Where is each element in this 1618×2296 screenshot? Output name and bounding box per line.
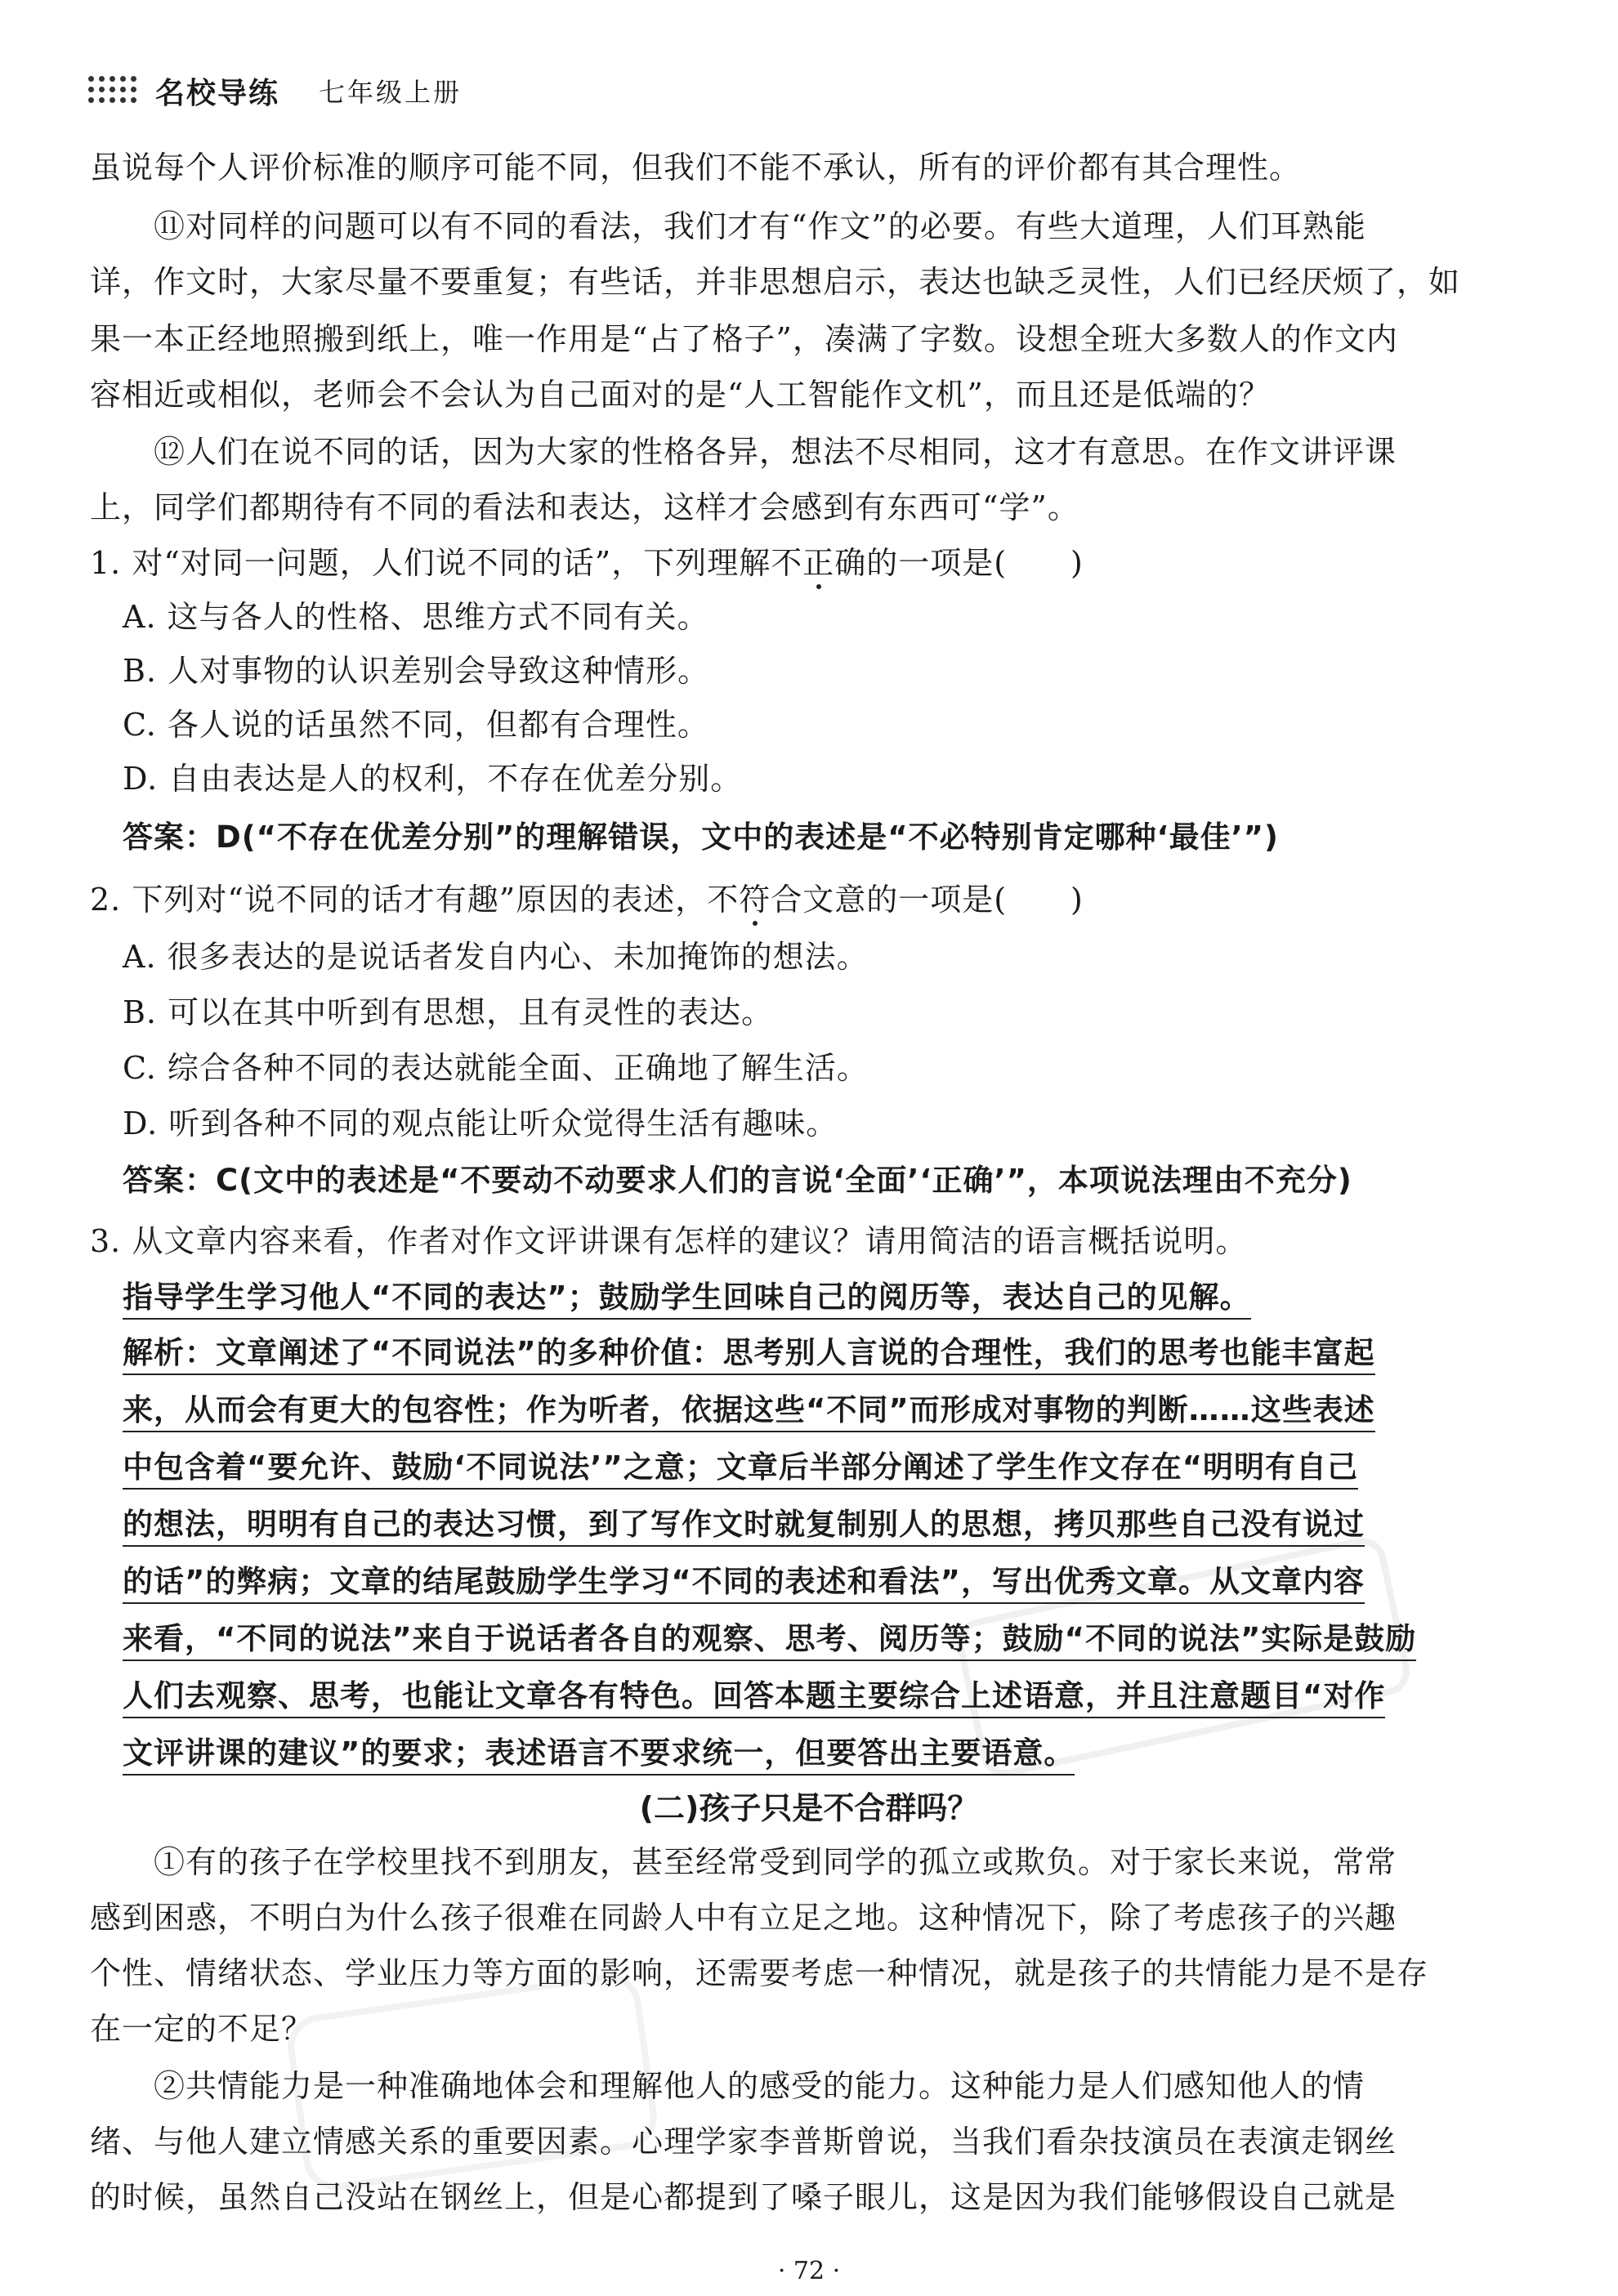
question-1-option-a: A. 这与各人的性格、思维方式不同有关。 [123, 599, 709, 635]
analysis-line: 文评讲课的建议”的要求；表述语言不要求统一，但要答出主要语意。 [123, 1735, 1075, 1776]
question-2-stem: 2. 下列对“说不同的话才有趣”原因的表述，不符合文意的一项是( ) [90, 882, 1084, 918]
passage-line: 果一本正经地照搬到纸上，唯一作用是“占了格子”，凑满了字数。设想全班大多数人的作文内 [90, 321, 1398, 357]
emphasis-text: 不正确 [771, 545, 867, 581]
analysis-line: 人们去观察、思考，也能让文章各有特色。回答本题主要综合上述语意，并且注意题目“对作 [123, 1678, 1385, 1718]
page-header [88, 70, 462, 111]
passage-line: 绪、与他人建立情感关系的重要因素。心理学家李普斯曾说，当我们看杂技演员在表演走钢丝 [90, 2124, 1397, 2160]
brand-title: 名校导练 [155, 76, 280, 110]
analysis-line: 来，从而会有更大的包容性；作为听者，依据这些“不同”而形成对事物的判断……这些表述 [123, 1392, 1375, 1432]
question-1-option-c: C. 各人说的话虽然不同，但都有合理性。 [123, 707, 709, 743]
passage-line: 的时候，虽然自己没站在钢丝上，但是心都提到了嗓子眼儿，这是因为我们能够假设自己就是 [90, 2179, 1397, 2215]
question-1-stem: 1. 对“对同一问题，人们说不同的话”，下列理解不正确的一项是( ) [90, 545, 1084, 581]
dots-logo-icon [88, 76, 139, 105]
passage-line: ⑫人们在说不同的话，因为大家的性格各异，想法不尽相同，这才有意思。在作文讲评课 [154, 434, 1397, 470]
passage-line: 上，同学们都期待有不同的看法和表达，这样才会感到有东西可“学”。 [90, 489, 1079, 525]
passage-line: ②共情能力是一种准确地体会和理解他人的感受的能力。这种能力是人们感知他人的情 [154, 2068, 1365, 2104]
question-2-answer: 答案：C(文中的表述是“不要动不动要求人们的言说‘全面’‘正确’”，本项说法理由不充分) [123, 1163, 1352, 1198]
analysis-line: 的想法，明明有自己的表达习惯，到了写作文时就复制别人的思想，拷贝那些自己没有说过 [123, 1507, 1365, 1547]
analysis-line: 的话”的弊病；文章的结尾鼓励学生学习“不同的表述和看法”，写出优秀文章。从文章内容 [123, 1564, 1365, 1604]
passage-line: ⑪对同样的问题可以有不同的看法，我们才有“作文”的必要。有些大道理，人们耳熟能 [154, 208, 1366, 244]
passage-line: 详，作文时，大家尽量不要重复；有些话，并非思想启示，表达也缺乏灵性，人们已经厌烦了，如 [90, 264, 1461, 300]
question-3-stem: 3. 从文章内容来看，作者对作文评讲课有怎样的建议？请用简洁的语言概括说明。 [90, 1223, 1248, 1259]
question-1-answer: 答案：D(“不存在优差分别”的理解错误，文中的表述是“不必特别肯定哪种‘最佳’”) [123, 820, 1279, 855]
section-title: (二)孩子只是不合群吗？ [639, 1790, 979, 1826]
question-2-option-b: B. 可以在其中听到有思想，且有灵性的表达。 [123, 994, 774, 1030]
question-2-option-d: D. 听到各种不同的观点能让听众觉得生活有趣味。 [123, 1106, 838, 1141]
analysis-line: 来看，“不同的说法”来自于说话者各自的观察、思考、阅历等；鼓励“不同的说法”实际是鼓励 [123, 1621, 1416, 1661]
question-1-option-b: B. 人对事物的认识差别会导致这种情形。 [123, 653, 710, 689]
passage-line: 在一定的不足？ [90, 2011, 314, 2047]
question-2-option-c: C. 综合各种不同的表达就能全面、正确地了解生活。 [123, 1050, 869, 1086]
question-2-option-a: A. 很多表达的是说话者发自内心、未加掩饰的想法。 [123, 939, 869, 975]
passage-line: ①有的孩子在学校里找不到朋友，甚至经常受到同学的孤立或欺负。对于家长来说，常常 [154, 1844, 1397, 1880]
passage-line: 虽说每个人评价标准的顺序可能不同，但我们不能不承认，所有的评价都有其合理性。 [90, 150, 1302, 185]
page-number: · 72 · [777, 2257, 841, 2285]
question-1-option-d: D. 自由表达是人的权利，不存在优差分别。 [123, 761, 743, 797]
passage-line: 个性、情绪状态、学业压力等方面的影响，还需要考虑一种情况，就是孩子的共情能力是不是存 [90, 1955, 1429, 1991]
question-3-answer: 指导学生学习他人“不同的表达”；鼓励学生回味自己的阅历等，表达自己的见解。 [123, 1280, 1251, 1320]
passage-line: 感到困惑，不明白为什么孩子很难在同龄人中有立足之地。这种情况下，除了考虑孩子的兴趣 [90, 1900, 1397, 1936]
passage-line: 容相近或相似，老师会不会认为自己面对的是“人工智能作文机”，而且还是低端的？ [90, 377, 1271, 413]
emphasis-text: 不符合 [707, 882, 803, 918]
analysis-line: 解析：文章阐述了“不同说法”的多种价值：思考别人言说的合理性，我们的思考也能丰富起 [123, 1335, 1375, 1375]
analysis-line: 中包含着“要允许、鼓励‘不同说法’”之意；文章后半部分阐述了学生作文存在“明明有自己 [123, 1450, 1358, 1490]
grade-label: 七年级上册 [319, 77, 463, 108]
